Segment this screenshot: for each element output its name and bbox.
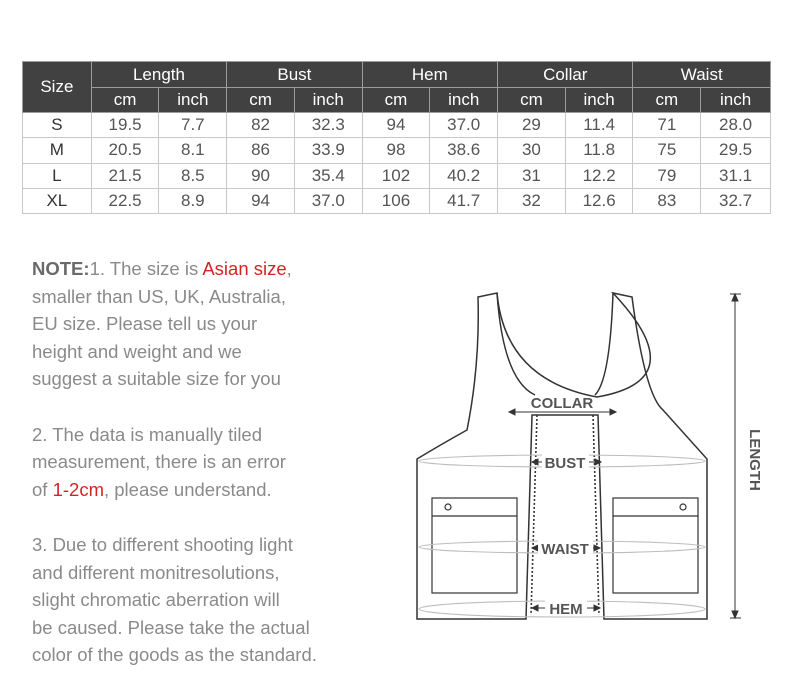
table-cell: 79 bbox=[633, 163, 701, 188]
table-cell: 8.1 bbox=[159, 138, 227, 163]
size-cell: L bbox=[23, 163, 92, 188]
table-cell: 37.0 bbox=[294, 188, 362, 213]
table-cell: 40.2 bbox=[430, 163, 498, 188]
waist-label: WAIST bbox=[541, 541, 589, 558]
hem-header: Hem bbox=[362, 62, 497, 88]
bust-label: BUST bbox=[544, 455, 586, 472]
table-cell: 90 bbox=[227, 163, 295, 188]
collar-label: COLLAR bbox=[530, 395, 594, 412]
note-text: of bbox=[32, 478, 53, 500]
table-cell: 8.9 bbox=[159, 188, 227, 213]
note-text: be caused. Please take the actual bbox=[32, 616, 310, 638]
waist-header: Waist bbox=[633, 62, 771, 88]
table-cell: 102 bbox=[362, 163, 430, 188]
note-label: NOTE: bbox=[32, 258, 90, 279]
pocket-right bbox=[613, 498, 698, 593]
table-cell: 35.4 bbox=[294, 163, 362, 188]
table-row bbox=[23, 113, 771, 138]
length-header: Length bbox=[91, 62, 226, 88]
placket-dots bbox=[531, 415, 599, 615]
table-cell: 31.1 bbox=[701, 163, 771, 188]
note-1 bbox=[32, 255, 362, 393]
size-notes bbox=[32, 255, 362, 669]
error-range-highlight: 1-2cm bbox=[52, 478, 104, 500]
note-text: smaller than US, UK, Australia, bbox=[32, 285, 286, 307]
unit-header-cm: cm bbox=[362, 88, 430, 113]
note-text: EU size. Please tell us your bbox=[32, 313, 258, 335]
table-cell: 86 bbox=[227, 138, 295, 163]
table-cell: 82 bbox=[227, 113, 295, 138]
table-cell: 12.2 bbox=[565, 163, 633, 188]
table-cell: 31 bbox=[498, 163, 566, 188]
table-cell: 7.7 bbox=[159, 113, 227, 138]
note-2 bbox=[32, 421, 362, 504]
unit-header-inch: inch bbox=[159, 88, 227, 113]
collar-header: Collar bbox=[498, 62, 633, 88]
note-text: color of the goods as the standard. bbox=[32, 644, 317, 666]
table-cell: 33.9 bbox=[294, 138, 362, 163]
table-cell: 30 bbox=[498, 138, 566, 163]
table-cell: 106 bbox=[362, 188, 430, 213]
note-text: suggest a suitable size for you bbox=[32, 368, 281, 390]
note-text: slight chromatic aberration will bbox=[32, 589, 280, 611]
table-cell: 28.0 bbox=[701, 113, 771, 138]
length-label: LENGTH bbox=[746, 429, 763, 491]
table-row bbox=[23, 138, 771, 163]
note-3 bbox=[32, 531, 362, 669]
note-text: 2. The data is manually tiled bbox=[32, 423, 263, 445]
unit-header-inch: inch bbox=[701, 88, 771, 113]
table-row bbox=[23, 188, 771, 213]
table-cell: 32.3 bbox=[294, 113, 362, 138]
unit-header-inch: inch bbox=[565, 88, 633, 113]
table-cell: 12.6 bbox=[565, 188, 633, 213]
table-cell: 19.5 bbox=[91, 113, 159, 138]
vest-measurement-diagram bbox=[405, 285, 785, 630]
table-cell: 20.5 bbox=[91, 138, 159, 163]
size-cell: XL bbox=[23, 188, 92, 213]
size-column-header: Size bbox=[23, 62, 92, 113]
note-text: 1. The size is bbox=[89, 258, 203, 279]
table-cell: 11.8 bbox=[565, 138, 633, 163]
size-chart-table bbox=[22, 61, 771, 214]
note-text: measurement, there is an error bbox=[32, 451, 286, 473]
note-text: and different monitresolutions, bbox=[32, 561, 280, 583]
note-text: , please understand. bbox=[103, 478, 272, 500]
unit-header-inch: inch bbox=[294, 88, 362, 113]
table-cell: 94 bbox=[362, 113, 430, 138]
unit-header-cm: cm bbox=[91, 88, 159, 113]
note-text: 3. Due to different shooting light bbox=[32, 533, 293, 555]
table-cell: 29.5 bbox=[701, 138, 771, 163]
unit-header-cm: cm bbox=[227, 88, 295, 113]
unit-header-cm: cm bbox=[498, 88, 566, 113]
table-cell: 21.5 bbox=[91, 163, 159, 188]
size-cell: S bbox=[23, 113, 92, 138]
unit-header-cm: cm bbox=[633, 88, 701, 113]
bust-header: Bust bbox=[227, 62, 362, 88]
table-cell: 75 bbox=[633, 138, 701, 163]
asian-size-highlight: Asian size bbox=[202, 258, 287, 279]
table-row bbox=[23, 163, 771, 188]
table-cell: 29 bbox=[498, 113, 566, 138]
hem-label: HEM bbox=[549, 601, 583, 618]
length-arrow bbox=[730, 294, 741, 618]
table-cell: 38.6 bbox=[430, 138, 498, 163]
note-text: , bbox=[286, 258, 292, 279]
table-cell: 94 bbox=[227, 188, 295, 213]
table-cell: 22.5 bbox=[91, 188, 159, 213]
table-cell: 83 bbox=[633, 188, 701, 213]
table-cell: 41.7 bbox=[430, 188, 498, 213]
note-text: height and weight and we bbox=[32, 340, 242, 362]
pocket-left bbox=[432, 498, 517, 593]
table-cell: 32 bbox=[498, 188, 566, 213]
table-cell: 98 bbox=[362, 138, 430, 163]
table-cell: 71 bbox=[633, 113, 701, 138]
table-cell: 8.5 bbox=[159, 163, 227, 188]
table-cell: 32.7 bbox=[701, 188, 771, 213]
table-cell: 37.0 bbox=[430, 113, 498, 138]
table-cell: 11.4 bbox=[565, 113, 633, 138]
unit-header-inch: inch bbox=[430, 88, 498, 113]
size-cell: M bbox=[23, 138, 92, 163]
